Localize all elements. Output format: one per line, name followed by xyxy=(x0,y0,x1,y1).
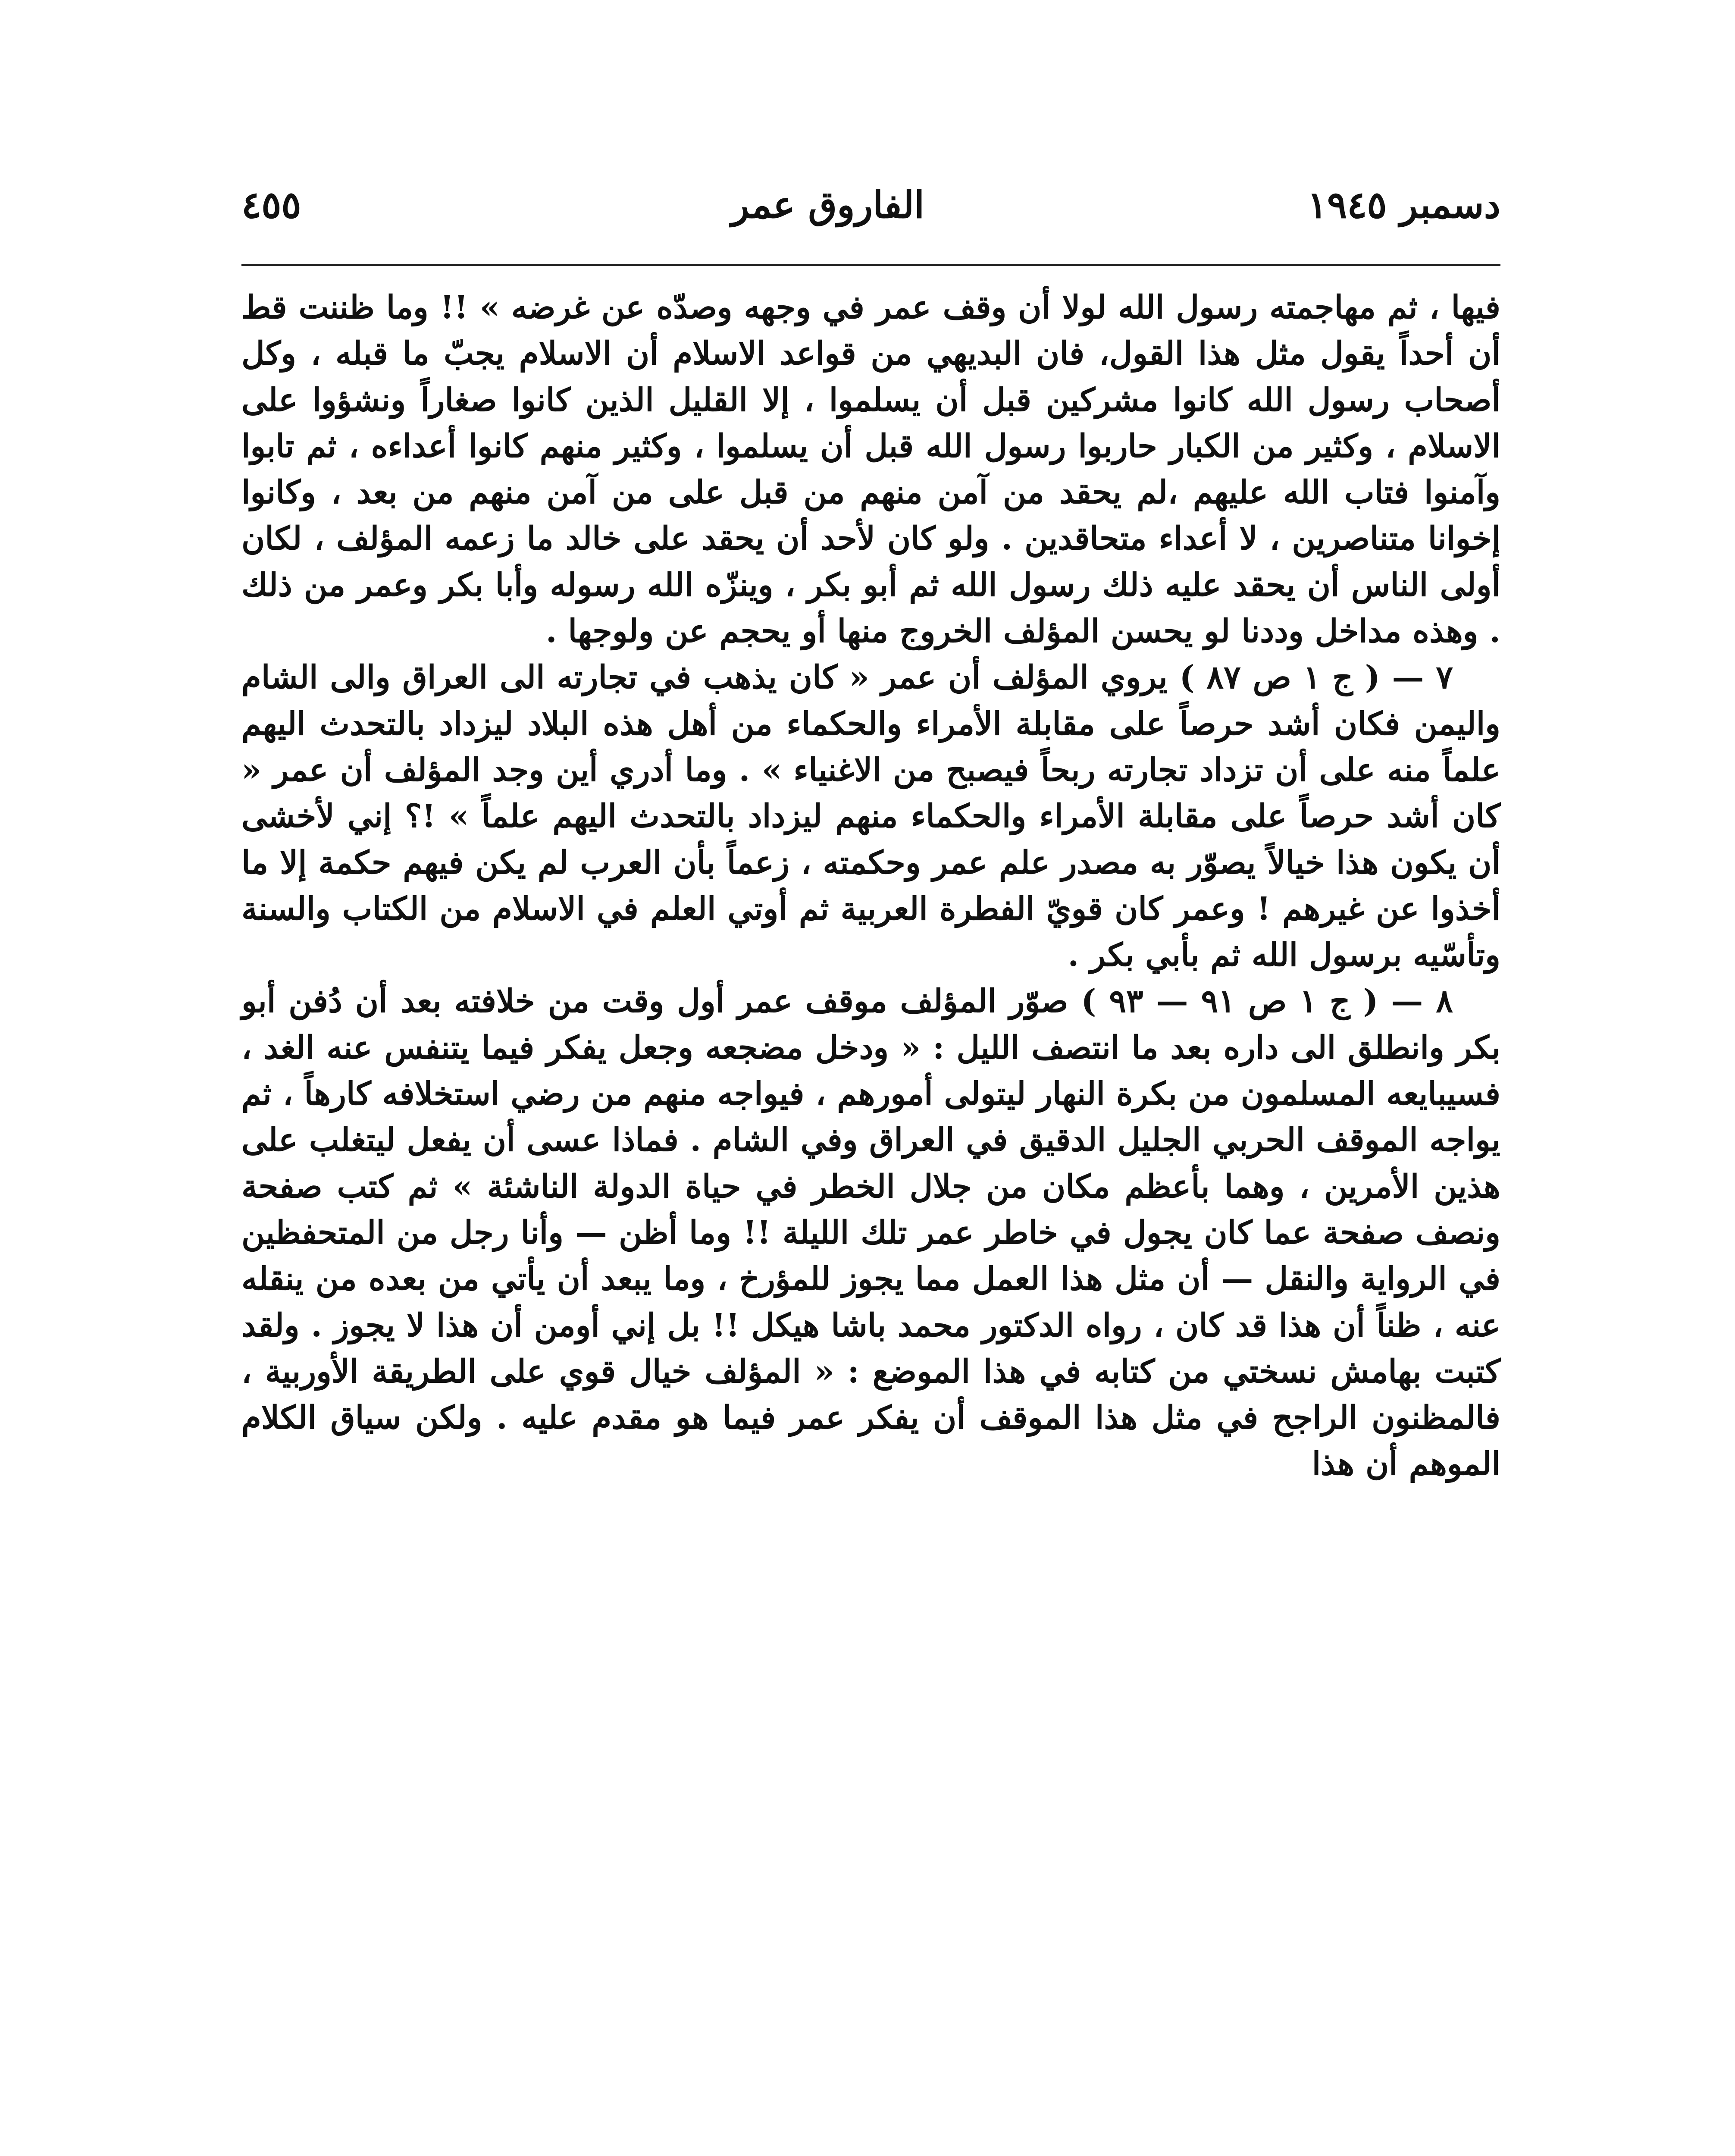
page-number: ٤٥٥ xyxy=(241,183,301,227)
paragraph-note-8: ٨ — ( ج ١ ص ٩١ — ٩٣ ) صوّر المؤلف موقف عمر أول وقت من خلافته بعد أن دُفن أبو بكر وانطلق الى داره بعد ما انتصف الليل : « ودخل مضجعه وجعل يفكر فيما يتنفس عنه الغد ، فسيبايعه المسلمون من بكرة النهار ليتولى أمورهم ، فيواجه منهم من رضي استخلافه كارهاً ، ثم يواجه الموقف الحربي الجليل الدقيق في العراق وفي الشام . فماذا عسى أن يفعل ليتغلب على هذين الأمرين ، وهما بأعظم مكان من جلال الخطر في حياة الدولة الناشئة » ثم كتب صفحة ونصف صفحة عما كان يجول في خاطر عمر تلك الليلة !! وما أظن — وأنا رجل من المتحفظين في الرواية والنقل — أن مثل هذا العمل مما يجوز للمؤرخ ، وما يبعد أن يأتي من بعده من ينقله عنه ، ظناً أن هذا قد كان ، رواه الدكتور محمد باشا هيكل !! بل إني أومن أن هذا لا يجوز . ولقد كتبت بهامش نسختي من كتابه في هذا الموضع : « المؤلف خيال قوي على الطريقة الأوربية ، فالمظنون الراجح في مثل هذا الموقف أن يفكر عمر فيما هو مقدم عليه . ولكن سياق الكلام الموهم أن هذا xyxy=(241,983,1500,1483)
body-text xyxy=(241,285,1500,2156)
running-head xyxy=(241,170,1500,239)
running-title: الفاروق عمر xyxy=(731,183,924,227)
paragraph-continuation: فيها ، ثم مهاجمته رسول الله لولا أن وقف عمر في وجهه وصدّه عن غرضه » !! وما ظننت قط أن أحداً يقول مثل هذا القول، فان البديهي من قواعد الاسلام أن الاسلام يجبّ ما قبله ، وكل أصحاب رسول الله كانوا مشركين قبل أن يسلموا ، إلا القليل الذين كانوا صغاراً ونشؤوا على الاسلام ، وكثير من الكبار حاربوا رسول الله قبل أن يسلموا ، وكثير منهم كانوا أعداءه ، ثم تابوا وآمنوا فتاب الله عليهم ،لم يحقد من آمن منهم من قبل على من آمن منهم من بعد ، وكانوا إخوانا متناصرين ، لا أعداء متحاقدين . ولو كان لأحد أن يحقد على خالد ما زعمه المؤلف ، لكان أولى الناس أن يحقد عليه ذلك رسول الله ثم أبو بكر ، وينزّه الله رسوله وأبا بكر وعمر من ذلك . وهذه مداخل وددنا لو يحسن المؤلف الخروج منها أو يحجم عن ولوجها . xyxy=(241,289,1500,650)
header-rule xyxy=(241,264,1500,266)
issue-date: دسمبر ١٩٤٥ xyxy=(1307,183,1500,227)
paragraph-note-7: ٧ — ( ج ١ ص ٨٧ ) يروي المؤلف أن عمر « كان يذهب في تجارته الى العراق والى الشام واليمن فكان أشد حرصاً على مقابلة الأمراء والحكماء من أهل هذه البلاد ليزداد بالتحدث اليهم علماً منه على أن تزداد تجارته ربحاً فيصبح من الاغنياء » . وما أدري أين وجد المؤلف أن عمر « كان أشد حرصاً على مقابلة الأمراء والحكماء منهم ليزداد بالتحدث اليهم علماً » !؟ إني لأخشى أن يكون هذا خيالاً يصوّر به مصدر علم عمر وحكمته ، زعماً بأن العرب لم يكن فيهم حكمة إلا ما أخذوا عن غيرهم ! وعمر كان قويّ الفطرة العربية ثم أوتي العلم في الاسلام من الكتاب والسنة وتأسّيه برسول الله ثم بأبي بكر . xyxy=(241,659,1500,974)
